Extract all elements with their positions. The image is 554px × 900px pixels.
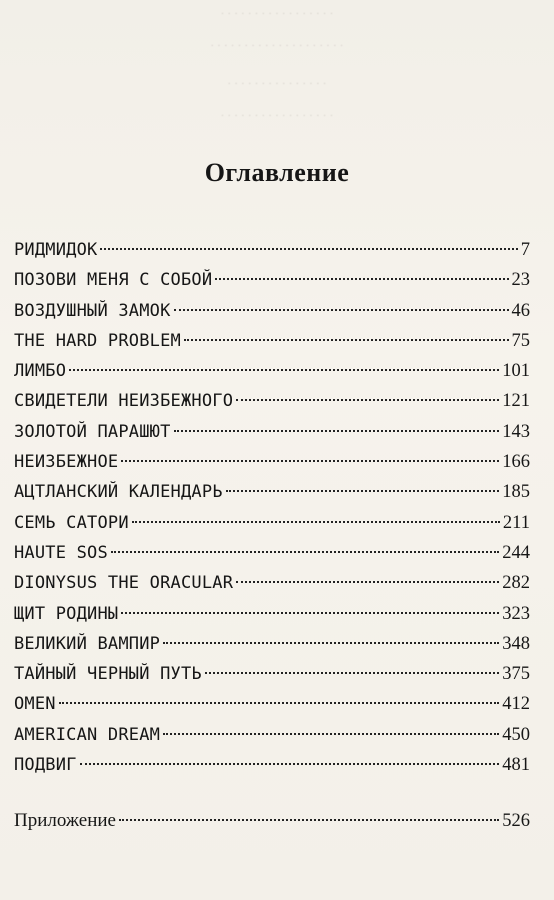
- toc-appendix-title: Приложение: [14, 810, 116, 831]
- toc-entry[interactable]: [14, 265, 530, 295]
- toc-entry-page: 23: [511, 270, 530, 291]
- bleed-through-text: · · · · · · · · · · · · · · · · · · · ·: [210, 40, 344, 52]
- toc-entry-page: 348: [502, 633, 530, 654]
- toc-entry-title: НЕИЗБЕЖНОЕ: [14, 452, 119, 473]
- toc-entry-page: 75: [511, 330, 530, 351]
- toc-entry[interactable]: [14, 326, 530, 356]
- dot-leader: [111, 551, 499, 553]
- dot-leader: [163, 733, 499, 735]
- dot-leader: [121, 612, 499, 614]
- toc-entry[interactable]: [14, 417, 530, 447]
- toc-entry-page: 166: [502, 452, 530, 473]
- dot-leader: [205, 672, 499, 674]
- toc-entry-title: ТАЙНЫЙ ЧЕРНЫЙ ПУТЬ: [14, 664, 202, 685]
- toc-entry[interactable]: [14, 477, 530, 507]
- dot-leader: [215, 278, 508, 280]
- toc-entry[interactable]: [14, 689, 530, 719]
- dot-leader: [236, 399, 499, 401]
- toc-entry-title: ЗОЛОТОЙ ПАРАШЮТ: [14, 421, 171, 442]
- toc-entry[interactable]: [14, 659, 530, 689]
- toc-entry[interactable]: [14, 296, 530, 326]
- toc-entry-title: HAUTE SOS: [14, 542, 108, 563]
- dot-leader: [174, 309, 509, 311]
- toc-entry[interactable]: [14, 599, 530, 629]
- toc-entry-title: ПОДВИГ: [14, 755, 77, 776]
- toc-entry[interactable]: [14, 235, 530, 265]
- toc-entry-page: 323: [502, 603, 530, 624]
- toc-entry-title: ВЕЛИКИЙ ВАМПИР: [14, 633, 161, 654]
- toc-entry-title: OMEN: [14, 694, 56, 715]
- dot-leader: [100, 248, 517, 250]
- bleed-through-text: · · · · · · · · · · · · · · · · ·: [220, 8, 334, 20]
- toc-entry-page: 185: [502, 482, 530, 503]
- toc-entry-title: ЛИМБО: [14, 361, 67, 382]
- toc-entry-page: 375: [502, 664, 530, 685]
- toc-entry-title: ЩИТ РОДИНЫ: [14, 603, 119, 624]
- dot-leader: [236, 581, 499, 583]
- toc-entry[interactable]: [14, 538, 530, 568]
- dot-leader: [80, 763, 500, 765]
- dot-leader: [59, 702, 500, 704]
- toc-entry-title: СВИДЕТЕЛИ НЕИЗБЕЖНОГО: [14, 391, 234, 412]
- toc-entry-page: 282: [502, 573, 530, 594]
- toc-appendix-entry[interactable]: [14, 806, 530, 836]
- toc-entry-page: 7: [520, 240, 530, 260]
- bleed-through-text: · · · · · · · · · · · · · · · · ·: [220, 110, 334, 122]
- toc-entry-page: 450: [502, 724, 530, 745]
- dot-leader: [163, 642, 499, 644]
- toc-entry-title: РИДМИДОК: [14, 240, 98, 260]
- toc-entry-page: 412: [502, 694, 530, 715]
- dot-leader: [174, 430, 500, 432]
- toc-entry[interactable]: [14, 629, 530, 659]
- toc-entry-page: 481: [502, 755, 530, 776]
- toc-entry[interactable]: [14, 447, 530, 477]
- toc-entry[interactable]: [14, 356, 530, 386]
- toc-entry-title: ПОЗОВИ МЕНЯ С СОБОЙ: [14, 270, 213, 291]
- dot-leader: [69, 369, 499, 371]
- toc-entry-page: 121: [502, 391, 530, 412]
- toc-entry-page: 143: [502, 421, 530, 442]
- dot-leader: [132, 521, 500, 523]
- dot-leader: [226, 490, 500, 492]
- toc-entry[interactable]: [14, 750, 530, 780]
- toc-appendix-page: 526: [502, 811, 530, 831]
- toc-entry-title: АЦТЛАНСКИЙ КАЛЕНДАРЬ: [14, 482, 223, 503]
- toc-entry-page: 46: [511, 300, 530, 321]
- toc-entry-page: 211: [502, 512, 530, 533]
- toc-entry-title: ВОЗДУШНЫЙ ЗАМОК: [14, 300, 171, 321]
- toc-entry-page: 244: [502, 542, 530, 563]
- toc-entry-title: СЕМЬ САТОРИ: [14, 512, 129, 533]
- bleed-through-text: · · · · · · · · · · · · · · ·: [227, 78, 327, 90]
- toc-entry[interactable]: [14, 720, 530, 750]
- toc-entry[interactable]: [14, 386, 530, 416]
- dot-leader: [184, 339, 509, 341]
- toc-entry[interactable]: [14, 508, 530, 538]
- dot-leader: [121, 460, 499, 462]
- page-title: Оглавление: [204, 158, 350, 187]
- dot-leader: [119, 819, 499, 821]
- toc-entry-title: DIONYSUS THE ORACULAR: [14, 573, 234, 594]
- toc-entry-page: 101: [502, 361, 530, 382]
- toc-entry-title: AMERICAN DREAM: [14, 724, 161, 745]
- table-of-contents: [14, 235, 530, 780]
- toc-entry-title: THE HARD PROBLEM: [14, 330, 181, 351]
- toc-entry[interactable]: [14, 568, 530, 598]
